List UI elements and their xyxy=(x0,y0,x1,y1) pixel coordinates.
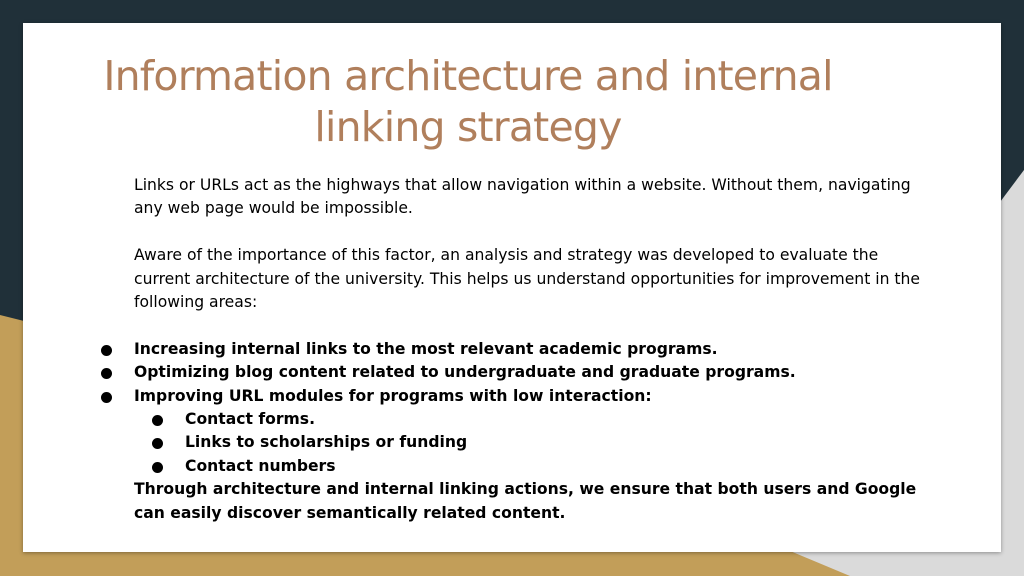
improvement-list xyxy=(134,338,924,408)
intro-paragraph: Links or URLs act as the highways that allow navigation within a website. Without them, navigating any web page would be impossible. xyxy=(134,176,911,218)
paragraph-spacer xyxy=(134,221,924,244)
sub-list-item: Contact numbers xyxy=(185,455,924,478)
sub-list-item: Contact forms. xyxy=(185,408,924,431)
list-item: Improving URL modules for programs with low interaction: xyxy=(134,385,924,408)
closing-statement: Through architecture and internal linking actions, we ensure that both users and Google can easily discover semantically related content. xyxy=(134,480,917,522)
analysis-paragraph: Aware of the importance of this factor, an analysis and strategy was developed to evaluate the current architecture of the university. This helps us understand opportunities for improvement in the following areas: xyxy=(134,246,921,312)
sub-list-item: Links to scholarships or funding xyxy=(185,431,924,454)
list-item: Optimizing blog content related to undergraduate and graduate programs. xyxy=(134,361,924,384)
slide-title: Information architecture and internal linking strategy xyxy=(103,52,833,151)
slide-body xyxy=(134,174,924,525)
url-module-sublist xyxy=(134,408,924,478)
list-item: Increasing internal links to the most relevant academic programs. xyxy=(134,338,924,361)
slide-card xyxy=(23,23,1001,552)
paragraph-spacer xyxy=(134,314,924,337)
